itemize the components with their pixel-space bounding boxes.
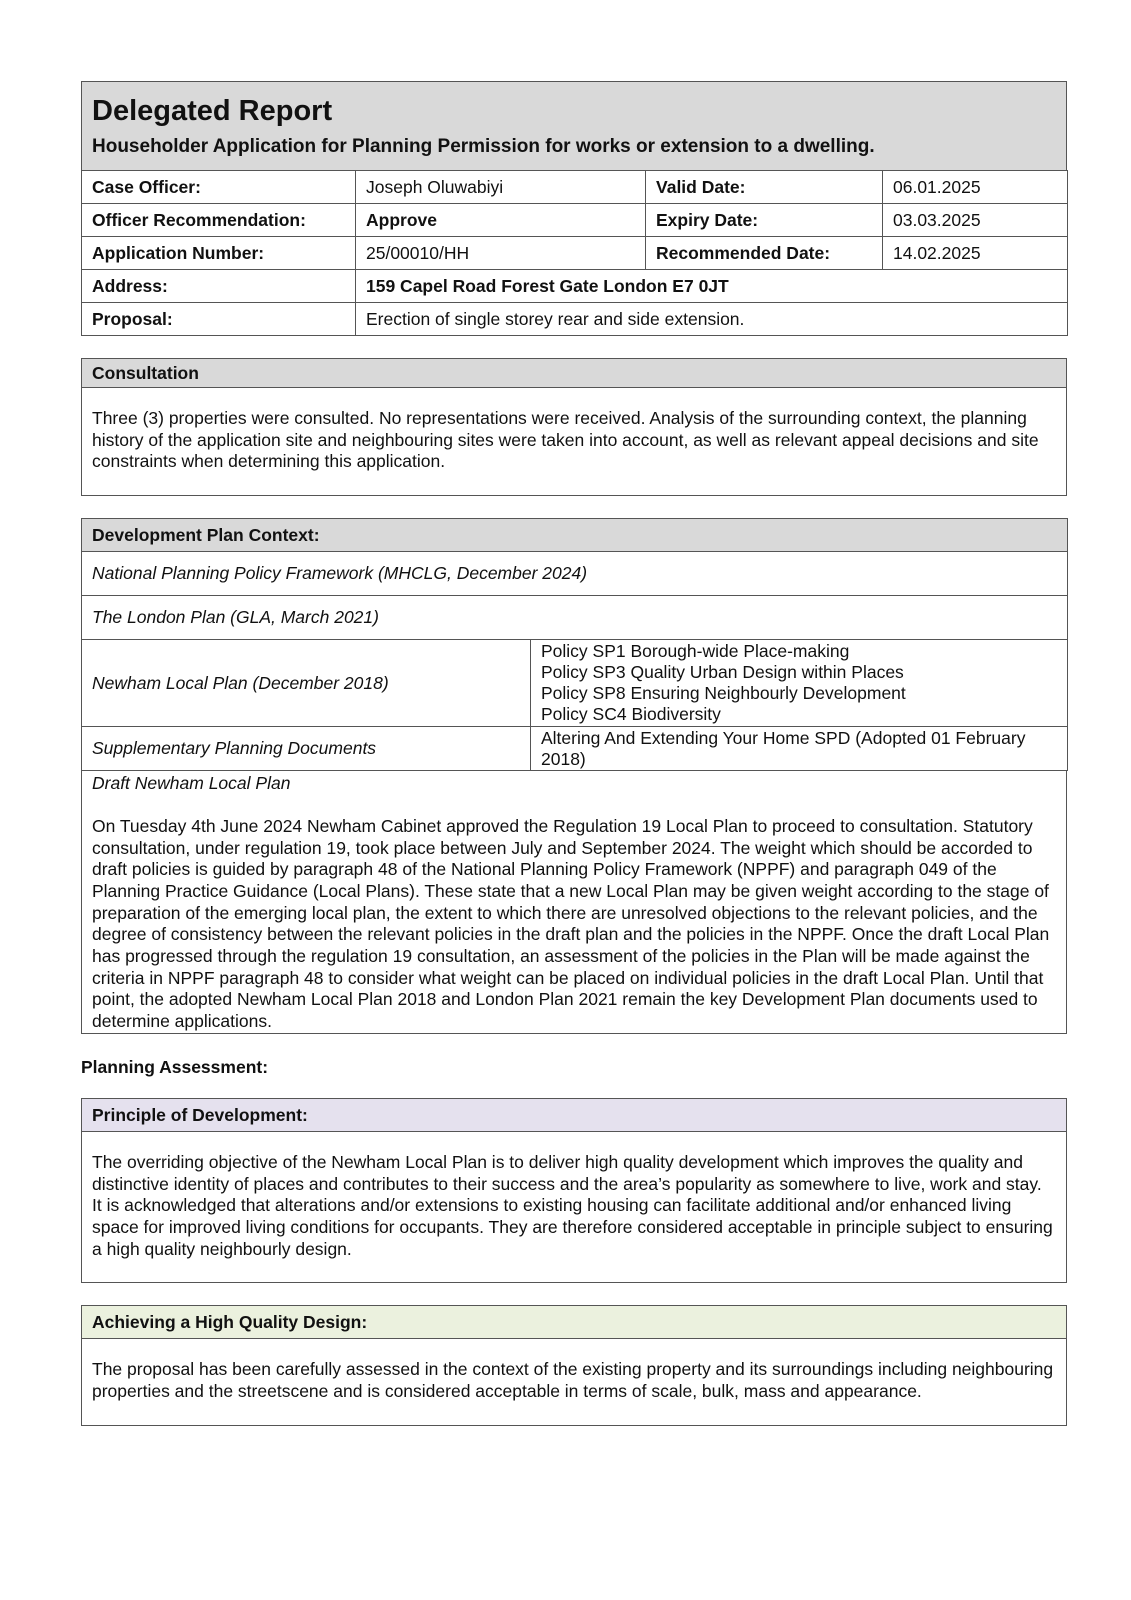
recommended-date-label: Recommended Date: (646, 237, 883, 270)
delegated-report-page (81, 81, 1067, 1426)
proposal-value: Erection of single storey rear and side extension. (356, 303, 1068, 336)
local-plan-label: Newham Local Plan (December 2018) (82, 640, 531, 727)
report-header (81, 81, 1067, 170)
nppf-row: National Planning Policy Framework (MHCLG, December 2024) (82, 552, 1068, 596)
report-title: Delegated Report (92, 95, 333, 127)
london-plan-row: The London Plan (GLA, March 2021) (82, 596, 1068, 640)
info-row-application-number (82, 237, 1068, 270)
principle-section (81, 1098, 1067, 1284)
recommended-date-value: 14.02.2025 (883, 237, 1068, 270)
report-subtitle: Householder Application for Planning Permission for works or extension to a dwelling. (92, 136, 875, 157)
planning-assessment-title: Planning Assessment: (81, 1056, 269, 1077)
recommendation-value: Approve (356, 204, 646, 237)
policy-item: Policy SP1 Borough-wide Place-making (541, 641, 850, 662)
principle-heading: Principle of Development: (82, 1099, 1066, 1132)
case-officer-label: Case Officer: (82, 171, 356, 204)
consultation-section (81, 358, 1067, 496)
application-number-label: Application Number: (82, 237, 356, 270)
recommendation-label: Officer Recommendation: (82, 204, 356, 237)
spd-label: Supplementary Planning Documents (82, 727, 531, 771)
valid-date-value: 06.01.2025 (883, 171, 1068, 204)
consultation-body: Three (3) properties were consulted. No representations were received. Analysis of the surrounding context, the planning history of the application site and neighbouring sites were taken into account, as well as relevant appeal decisions and site constraints when determining this application. (92, 408, 1039, 472)
expiry-date-label: Expiry Date: (646, 204, 883, 237)
valid-date-label: Valid Date: (646, 171, 883, 204)
address-value: 159 Capel Road Forest Gate London E7 0JT (356, 270, 1068, 303)
policy-item: Policy SC4 Biodiversity (541, 704, 721, 725)
design-heading: Achieving a High Quality Design: (82, 1306, 1066, 1339)
address-label: Address: (82, 270, 356, 303)
case-officer-value: Joseph Oluwabiyi (356, 171, 646, 204)
local-plan-policies (531, 640, 1068, 727)
development-plan-table (81, 518, 1068, 771)
info-row-proposal (82, 303, 1068, 336)
design-body: The proposal has been carefully assessed in the context of the existing property and its surroundings including neighbouring properties and the streetscene and is considered acceptable in terms of scale, bulk, mass and appearance. (92, 1359, 1054, 1402)
draft-local-plan-title: Draft Newham Local Plan (92, 773, 291, 794)
policy-item: Policy SP3 Quality Urban Design within Places (541, 662, 904, 683)
info-row-case-officer (82, 171, 1068, 204)
proposal-label: Proposal: (82, 303, 356, 336)
info-row-recommendation (82, 204, 1068, 237)
policy-item: Policy SP8 Ensuring Neighbourly Development (541, 683, 906, 704)
application-number-value: 25/00010/HH (356, 237, 646, 270)
application-info-table (81, 170, 1068, 336)
draft-local-plan-body: On Tuesday 4th June 2024 Newham Cabinet approved the Regulation 19 Local Plan to proceed to consultation. Statutory consultation, under regulation 19, took place between July and September 2024. The weight which should be accorded to draft policies is guided by paragraph 48 of the National Planning Policy Framework (NPPF) and paragraph 049 of the Planning Practice Guidance (Local Plans). These state that a new Local Plan may be given weight according to the stage of preparation of the emerging local plan, the extent to which there are unresolved objections to the relevant policies, and the degree of consistency between the relevant policies in the draft plan and the policies in the NPPF. Once the draft Local Plan has progressed through the regulation 19 consultation, an assessment of the policies in the Plan will be made against the criteria in NPPF paragraph 48 to consider what weight can be placed on individual policies in the draft Local Plan. Until that point, the adopted Newham Local Plan 2018 and London Plan 2021 remain the key Development Plan documents used to determine applications. (92, 815, 1050, 1032)
spd-value: Altering And Extending Your Home SPD (Adopted 01 February 2018) (531, 727, 1068, 771)
development-plan-heading: Development Plan Context: (82, 519, 1068, 552)
principle-body: The overriding objective of the Newham Local Plan is to deliver high quality development which improves the quality and distinctive identity of places and contributes to their success and the area’s popularity as somewhere to live, work and stay. It is acknowledged that alterations and/or extensions to existing housing can facilitate additional and/or enhanced living space for improved living conditions for occupants. They are therefore considered acceptable in principle subject to ensuring a high quality neighbourly design. (92, 1151, 1053, 1259)
draft-local-plan-block (81, 771, 1067, 1034)
info-row-address (82, 270, 1068, 303)
design-section (81, 1305, 1067, 1425)
consultation-heading: Consultation (82, 359, 1066, 388)
expiry-date-value: 03.03.2025 (883, 204, 1068, 237)
